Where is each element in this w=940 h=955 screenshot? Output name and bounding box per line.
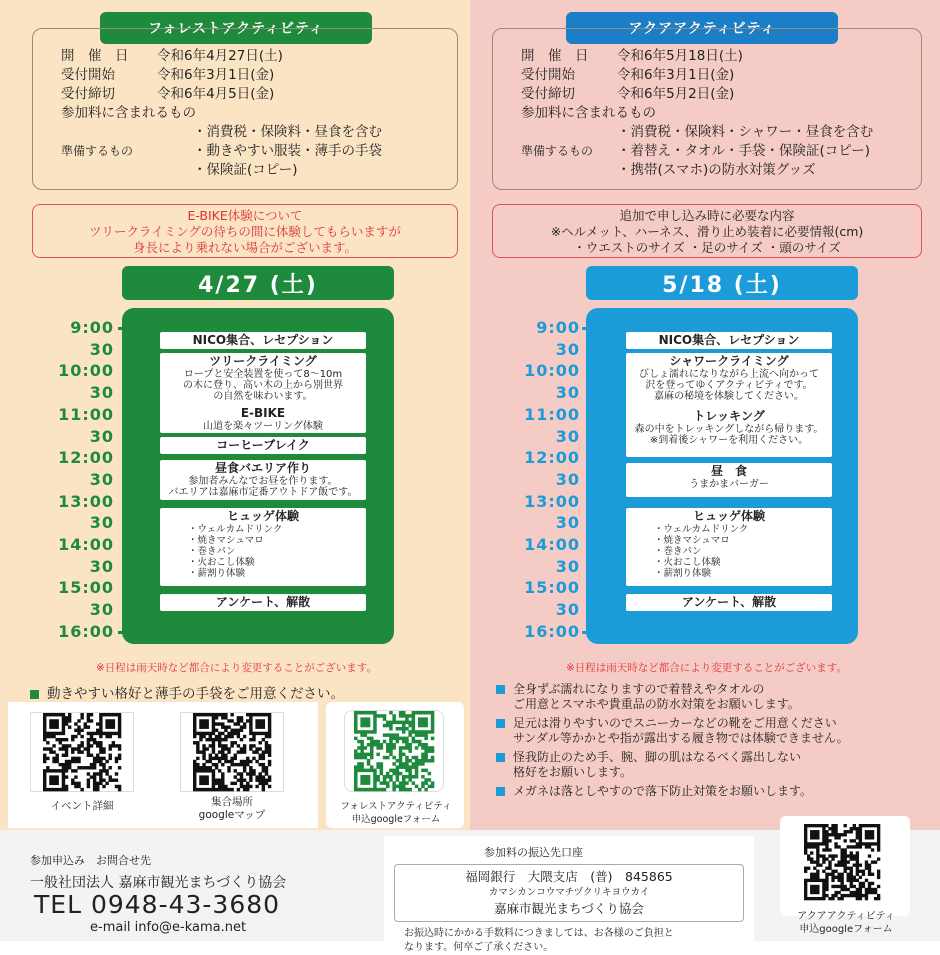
time-label: 30: [555, 426, 580, 446]
aqua-info: 開 催 日 令和6年5月18日(土) 受付開始 令和6年3月1日(金) 受付締切 令和6年5月2日(金) 参加料に含まれるもの ・消費税・保険料・シャワー・昼食を含む 準備するもの ・着替え・タオル・手袋・保険証(コピー) ・携帯(スマホ)の防水対策グッズ: [492, 28, 922, 190]
time-label: 30: [555, 600, 580, 620]
time-label: 9:00: [536, 318, 580, 337]
forest-block-survey: アンケート、解散: [160, 594, 366, 611]
aqua-form-qr-code[interactable]: [790, 824, 894, 900]
time-label: 30: [89, 556, 114, 576]
contact-tel[interactable]: TEL 0948-43-3680: [34, 890, 281, 919]
square-bullet-icon: [496, 719, 505, 728]
time-label: 15:00: [524, 578, 580, 598]
time-label: 30: [89, 383, 114, 403]
time-label: 30: [89, 469, 114, 489]
time-label: 11:00: [524, 404, 580, 424]
time-label: 30: [555, 513, 580, 533]
time-label: 30: [555, 339, 580, 359]
aqua-block-reception: NICO集合、レセプション: [626, 332, 832, 349]
time-label: 12:00: [524, 448, 580, 468]
time-marker-line: [118, 327, 138, 330]
aqua-bullets: 全身ずぶ濡れになりますので着替えやタオルの ご用意とスマホや貴重品の防水対策をお願いします。 足元は滑りやすいのでスニーカーなどの靴をご用意ください サンダル等かかとや指が露出する履き物では体験できません。 怪我防止のため手、腕、脚の肌はなるべく露出しない 格好をお願いします。 メガネは落としやすので落下防止対策をお願いします。: [496, 682, 849, 799]
forest-bullet: 動きやすい格好と薄手の手袋をご用意ください。: [30, 682, 344, 702]
time-marker-line: [118, 631, 138, 634]
ebike-note: E-BIKE体験について ツリークライミングの待ちの間に体験してもらいますが 身長により乗れない場合がございます。: [32, 204, 458, 258]
aqua-title: アクアアクティビティ: [566, 12, 838, 44]
forest-block-lunch: 昼食バエリア作り 参加者みんなでお昼を作ります。 バエリアは嘉麻市定番アウトドア飯です。: [160, 460, 366, 500]
time-label: 30: [89, 513, 114, 533]
square-bullet-icon: [496, 685, 505, 694]
time-label: 16:00: [58, 621, 114, 641]
time-label: 10:00: [58, 361, 114, 381]
time-label: 30: [555, 469, 580, 489]
square-bullet-icon: [496, 753, 505, 762]
forest-date: 4/27 (土): [122, 266, 394, 300]
time-label: 13:00: [524, 491, 580, 511]
aqua-form-caption: アクアアクティビティ 申込googleフォーム: [797, 911, 895, 935]
time-label: 15:00: [58, 578, 114, 598]
map-qr-caption: 集合場所 googleマップ: [198, 796, 266, 821]
time-label: 9:00: [70, 318, 114, 337]
event-qr-code[interactable]: [30, 712, 134, 792]
forest-form-qr-code[interactable]: [344, 710, 444, 792]
forest-block-hygge: ヒュッゲ体験 ・ウェルカムドリンク ・焼きマシュマロ ・巻きパン ・火おこし体験 ・薪割り体験: [160, 508, 366, 586]
time-label: 14:00: [524, 535, 580, 554]
square-bullet-icon: [30, 690, 39, 699]
contact-label: 参加申込み お問合せ先: [30, 854, 151, 867]
aqua-block-survey: アンケート、解散: [626, 594, 832, 611]
time-label: 13:00: [58, 491, 114, 511]
time-label: 30: [555, 556, 580, 576]
time-marker-line: [582, 327, 602, 330]
contact-email[interactable]: e-mail info@e-kama.net: [90, 920, 247, 935]
aqua-extra-note: 追加で申し込み時に必要な内容 ※ヘルメット、ハーネス、滑り止め装着に必要情報(cm) ・ウエストのサイズ ・足のサイズ ・頭のサイズ: [492, 204, 922, 258]
forest-form-caption: フォレストアクティビティ 申込googleフォーム: [340, 801, 452, 825]
forest-footnote: ※日程は雨天時など都合により変更することがございます。: [96, 662, 377, 674]
forest-info: 開 催 日 令和6年4月27日(土) 受付開始 令和6年3月1日(金) 受付締切 令和6年4月5日(金) 参加料に含まれるもの ・消費税・保険料・昼食を含む 準備するもの ・動きやすい服装・薄手の手袋 ・保険証(コピー): [32, 28, 458, 190]
forest-title: フォレストアクティビティ: [100, 12, 372, 44]
event-qr-caption: イベント詳細: [50, 800, 114, 812]
time-label: 30: [89, 339, 114, 359]
time-label: 30: [555, 383, 580, 403]
time-marker-line: [582, 631, 602, 634]
time-label: 10:00: [524, 361, 580, 381]
forest-block-reception: NICO集合、レセプション: [160, 332, 366, 349]
time-label: 30: [89, 426, 114, 446]
forest-block-coffee: コーヒーブレイク: [160, 437, 366, 454]
time-label: 16:00: [524, 621, 580, 641]
aqua-footnote: ※日程は雨天時など都合により変更することがございます。: [566, 662, 847, 674]
aqua-block-shower: シャワークライミング びしょ濡れになりながら上流へ向かって 沢を登ってゆくアクティビティです。 嘉麻の秘境を体験してください。 トレッキング 森の中をトレッキングしながら帰ります。 ※到着後シャワーを利用ください。: [626, 353, 832, 457]
aqua-block-lunch: 昼 食 うまかまバーガー: [626, 463, 832, 497]
aqua-block-hygge: ヒュッゲ体験 ・ウェルカムドリンク ・焼きマシュマロ ・巻きパン ・火おこし体験 ・薪割り体験: [626, 508, 832, 586]
aqua-date: 5/18 (土): [586, 266, 858, 300]
contact-org: 一般社団法人 嘉麻市観光まちづくり協会: [30, 875, 287, 891]
forest-block-climbing: ツリークライミング ロープと安全装置を使って8〜10m の木に登り、高い木の上から別世界 の自然を味わいます。 E-BIKE 山道を楽々ツーリング体験: [160, 353, 366, 433]
square-bullet-icon: [496, 787, 505, 796]
map-qr-code[interactable]: [180, 712, 284, 792]
time-label: 12:00: [58, 448, 114, 468]
time-label: 14:00: [58, 535, 114, 554]
time-label: 30: [89, 600, 114, 620]
time-label: 11:00: [58, 404, 114, 424]
bank-panel: 参加料の振込先口座 福岡銀行 大隈支店 (普) 845865 カマシカンコウマチヅクリキヨウカイ 嘉麻市観光まちづくり協会 お振込時にかかる手数料につきましては、お各様のご負担と なります。何卒ご了承ください。: [384, 836, 754, 941]
